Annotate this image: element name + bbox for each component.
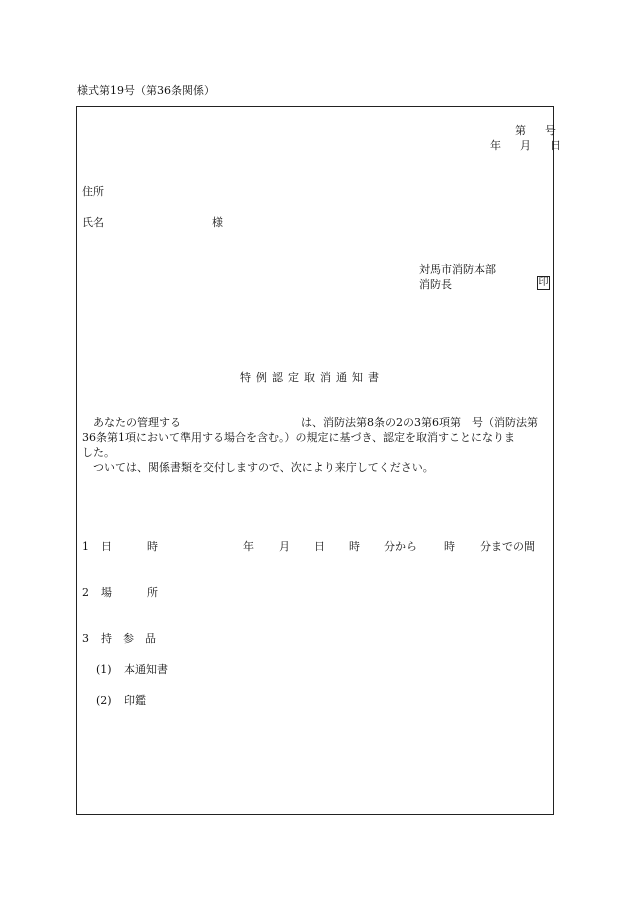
- item3-sub1-text: 本通知書: [124, 663, 168, 676]
- item1-from: 分から: [384, 540, 417, 553]
- item3-sub2-number: (2): [96, 694, 112, 707]
- item1-label-a: 日: [101, 540, 112, 553]
- item1-hour: 時: [349, 540, 360, 553]
- item1-day: 日: [314, 540, 325, 553]
- item1-until: 分までの間: [480, 540, 535, 553]
- item1-hour2: 時: [444, 540, 455, 553]
- body-line-2: 36条第1項において準用する場合を含む。）の規定に基づき、認定を取消すことになりま: [82, 431, 516, 444]
- item3-sub2-text: 印鑑: [124, 694, 146, 707]
- issuer-org: 対馬市消防本部: [419, 263, 496, 276]
- item3-label: 持 参 品: [101, 632, 156, 645]
- item1-month: 月: [279, 540, 290, 553]
- body-line-1: [82, 415, 552, 430]
- honorific-label: 様: [212, 216, 223, 229]
- body-line-1b: は、消防法第8条の2の3第6項第 号（消防法第: [301, 416, 538, 429]
- body-line-3: した。: [82, 446, 115, 459]
- body-line-1a: あなたの管理する: [93, 416, 181, 429]
- item3-sub1-number: (1): [96, 663, 112, 676]
- issuer-title: 消防長: [419, 278, 452, 291]
- item1-number: 1: [82, 540, 89, 553]
- item2-number: 2: [82, 586, 89, 599]
- document-number-label: 第 号: [515, 124, 560, 137]
- item3-number: 3: [82, 632, 89, 645]
- form-id-label: 様式第19号（第36条関係）: [77, 84, 215, 97]
- document-date-label: 年 月 日: [490, 139, 565, 152]
- item1-label-b: 時: [147, 540, 158, 553]
- address-label: 住所: [82, 185, 104, 198]
- body-line-4: ついては、関係書類を交付しますので、次により来庁してください。: [93, 461, 434, 474]
- document-title: 特例認定取消通知書: [240, 371, 384, 384]
- item2-label-b: 所: [147, 586, 158, 599]
- body-text: [82, 415, 552, 475]
- item2-label-a: 場: [101, 586, 112, 599]
- item1-year: 年: [243, 540, 254, 553]
- name-label: 氏名: [82, 216, 104, 229]
- seal-mark: 印: [538, 277, 549, 288]
